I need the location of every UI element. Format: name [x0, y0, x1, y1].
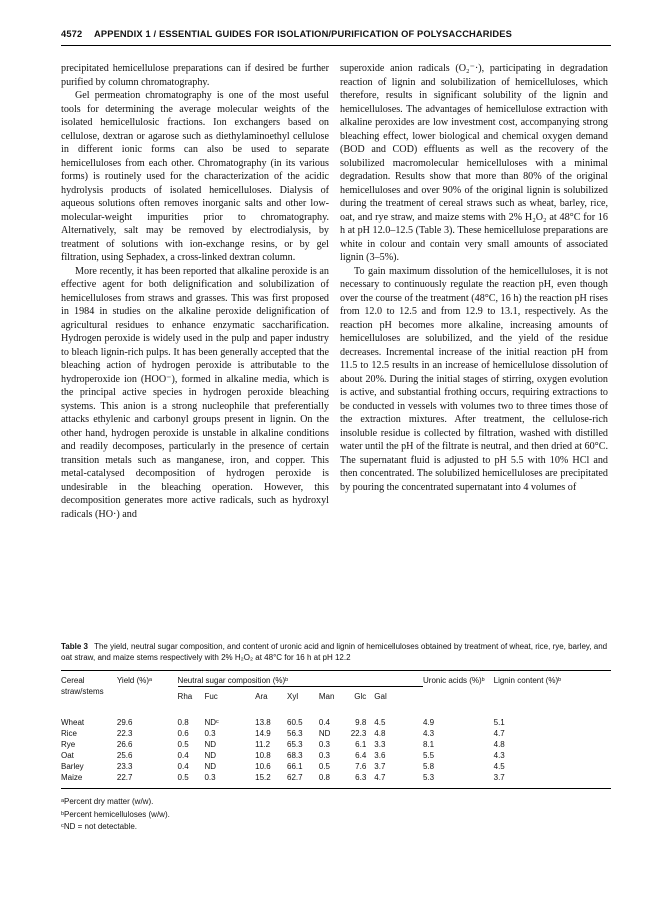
- cell-xyl: 65.3: [287, 740, 303, 749]
- running-header: [61, 27, 611, 46]
- col-header-uronic: Uronic acids (%)ᵇ: [423, 671, 494, 712]
- cell-ara: 13.8: [255, 718, 271, 727]
- table-caption: [61, 641, 611, 663]
- cell-glc: 6.4: [355, 751, 367, 760]
- cell-lignin: 5.1: [493, 718, 505, 727]
- table-row: [61, 711, 611, 728]
- cell-yield: 22.3: [116, 729, 133, 738]
- cell-source: Wheat: [61, 718, 85, 727]
- cell-ara: 10.6: [255, 762, 271, 771]
- paragraph: More recently, it has been reported that alkaline peroxide is an effective agent for both delignification and solubilization of hemicelluloses from straws and grasses. This was first proposed in 1984 in studies on the alkaline peroxide delignification of agricultural residues to enhance enzymatic saccharification. Hydrogen peroxide is widely used in the pulp and paper industry to bleach lignin-rich pulps. It has been generally accepted that the bleaching action of hydrogen peroxide is attributable to the hydroperoxide ion (HOO⁻), formed in alkaline media, which is the principal active species in hydrogen peroxide bleaching systems. This anion is a strong nucleophile that preferentially attacks ethylenic and carbonyl groups present in lignin. On the other hand, hydrogen peroxide is unstable in alkaline conditions and readily decomposes, particularly in the presence of certain transition metals such as manganese, iron, and copper. This metal-catalysed decomposition of hydrogen peroxide is undesirable in the bleaching operation. However, this decomposition generates more active radicals, such as hydroxyl radicals (HO·) and: [61, 265, 329, 520]
- cell-man: 0.3: [318, 751, 330, 760]
- cell-rha: 0.6: [177, 729, 189, 738]
- data-table: [61, 670, 611, 789]
- cell-fuc: 0.3: [204, 772, 255, 789]
- cell-lignin: 4.5: [493, 762, 505, 771]
- col-header-xyl: Xyl: [287, 692, 299, 701]
- col-header-rha: Rha: [177, 692, 193, 701]
- paragraph: precipitated hemicellulose preparations can if desired be further purified by column chromatography.: [61, 63, 329, 88]
- cell-lignin: 4.8: [493, 740, 505, 749]
- table-row: [61, 750, 611, 761]
- paragraph: Gel permeation chromatography is one of the most useful tools for determining the average molecular weights of the isolated hemicellulosic fractions. Ion exchangers based on cellulose, dextran or agarose such as diethylaminoethyl cellulose in different ionic forms can also be used to separate hemicelluloses from each other. Chromatography (in its various forms) is routinely used for the characterization of the acidic hydrolysis products of isolated hemicelluloses. Dialysis of aqueous solutions often removes inorganic salts and other low-molecular-weight impurities prior to chromatography. Alternatively, salt may be removed by electrodialysis, by treatment of solutions with ion-exchange resins, or by gel filtration, using Sephadex, a cross-linked dextran column.: [61, 90, 329, 263]
- paragraph: superoxide anion radicals (O₂⁻·), participating in degradation reaction of lignin and solubilization of hemicelluloses, which therefore, results in significant solubility of the lignin and hemicelluloses. The advantages of hemicellulose extraction with alkaline peroxides are low investment cost, accompanying strong bleaching effect, lower biological and chemical oxygen demand (BOD and COD) effluents as well as the recovery of the solubilized macromolecular hemicelluloses with a minimal degradation. Results show that more than 80% of the original hemicelluloses and over 90% of the original lignin is solubilized during the treatment of cereal straws such as wheat, barley, rice, oat, and rye straw, and maize stems with 2% H₂O₂ at 48°C for 16 h at pH 12.0–12.5 (Table 3). These hemicellulose preparations are white in colour and contain very small amounts of associated lignin (3–5%).: [340, 63, 608, 263]
- table-3: [61, 641, 611, 834]
- cell-gal: 4.8: [374, 729, 386, 738]
- footnote: ᶜND = not detectable.: [61, 822, 137, 831]
- cell-ara: 10.8: [255, 751, 271, 760]
- cell-rha: 0.4: [177, 751, 189, 760]
- col-header-man: Man: [318, 692, 335, 701]
- cell-glc: 22.3: [350, 729, 367, 738]
- cell-gal: 4.7: [374, 772, 423, 789]
- cell-gal: 3.7: [374, 762, 386, 771]
- cell-source: Barley: [61, 762, 84, 771]
- cell-rha: 0.8: [177, 718, 189, 727]
- col-header-lignin: Lignin content (%)ᵇ: [494, 671, 611, 712]
- cell-source: Maize: [61, 772, 117, 789]
- cell-ara: 15.2: [255, 772, 287, 789]
- right-text-column: [340, 62, 608, 494]
- cell-man: ND: [318, 729, 331, 738]
- col-header-gal: Gal: [374, 692, 387, 701]
- col-header-sugars: Neutral sugar composition (%)ᵇ: [178, 671, 423, 687]
- col-header-ara: Ara: [255, 692, 268, 701]
- cell-yield: 25.6: [116, 751, 133, 760]
- cell-fuc: ND: [204, 751, 216, 760]
- running-title: APPENDIX 1 / ESSENTIAL GUIDES FOR ISOLATION/PURIFICATION OF POLYSACCHARIDES: [94, 29, 512, 39]
- cell-uronic: 4.9: [423, 718, 435, 727]
- cell-source: Rice: [61, 729, 78, 738]
- footnote: ᵃPercent dry matter (w/w).: [61, 797, 154, 806]
- cell-xyl: 66.1: [287, 762, 303, 771]
- cell-fuc: ND: [204, 740, 216, 749]
- cell-xyl: 60.5: [287, 718, 303, 727]
- table-row: [61, 761, 611, 772]
- cell-rha: 0.5: [177, 740, 189, 749]
- cell-glc: 7.6: [355, 762, 367, 771]
- cell-man: 0.8: [319, 772, 351, 789]
- col-header-fuc: Fuc: [204, 692, 218, 701]
- cell-ara: 11.2: [255, 740, 271, 749]
- table-row: [61, 772, 611, 789]
- cell-source: Oat: [61, 751, 74, 760]
- paragraph: To gain maximum dissolution of the hemicelluloses, it is not necessary to continuously regulate the reaction pH, even though over the course of the treatment (48°C, 16 h) the reaction pH rises from 12.0 to 12.5 and from 12.9 to 13.1, respectively. As the reaction pH becomes more alkaline, increasing amounts of hemicelluloses are solubilized, and the yield of the residue decreases. Incremental increase of the initial reaction pH from 11.5 to 12.5 results in an increase of hemicellulose dissolution of about 20%. During the initial stages of stirring, oxygen evolution is active, and substantial frothing occurs, requiring extractions to be conducted in vessels with volumes two to three times those of the extraction mixtures. After treatment, the cellulose-rich insoluble residue is collected by filtration, washed with distilled water until the pH of the filtrate is neutral, and then dried at 60°C. The supernatant fluid is adjusted to pH 5.5 with 10% HCl and then concentrated. The solubilized hemicelluloses are precipitated by pouring the concentrated supernatant into 4 volumes of: [340, 265, 608, 493]
- cell-xyl: 56.3: [287, 729, 303, 738]
- table-body: [61, 711, 611, 789]
- col-header-glc: Glc: [354, 692, 367, 701]
- cell-yield: 29.6: [116, 718, 133, 727]
- table-footnotes: [61, 796, 611, 834]
- cell-fuc: ND: [204, 762, 216, 771]
- cell-gal: 3.6: [374, 751, 386, 760]
- left-text-column: [61, 62, 329, 521]
- footnote: ᵇPercent hemicelluloses (w/w).: [61, 809, 170, 819]
- cell-fuc: 0.3: [204, 729, 216, 738]
- cell-uronic: 5.3: [423, 772, 494, 789]
- cell-uronic: 5.5: [423, 751, 435, 760]
- cell-yield: 23.3: [116, 762, 133, 771]
- table-caption-text: The yield, neutral sugar composition, and content of uronic acid and lignin of hemicelluloses obtained by treatment of wheat, rice, rye, barley, and oat straw, and maize stems respectively with 2% H₂O₂ at 48°C for 16 h at pH 12.2: [61, 642, 608, 662]
- cell-glc: 6.3: [351, 772, 375, 789]
- cell-source: Rye: [61, 740, 76, 749]
- cell-yield: 22.7: [117, 772, 178, 789]
- cell-lignin: 4.3: [493, 751, 505, 760]
- cell-xyl: 62.7: [287, 772, 319, 789]
- table-label: Table 3: [61, 642, 88, 651]
- cell-xyl: 68.3: [287, 751, 303, 760]
- cell-rha: 0.5: [178, 772, 205, 789]
- cell-yield: 26.6: [116, 740, 133, 749]
- cell-man: 0.3: [318, 740, 330, 749]
- col-header-source: Cereal straw/stems: [61, 671, 117, 712]
- cell-uronic: 5.8: [423, 762, 435, 771]
- cell-glc: 9.8: [355, 718, 367, 727]
- cell-glc: 6.1: [355, 740, 367, 749]
- cell-lignin: 4.7: [493, 729, 505, 738]
- cell-fuc: NDᶜ: [204, 718, 219, 727]
- cell-gal: 3.3: [374, 740, 386, 749]
- cell-lignin: 3.7: [494, 772, 611, 789]
- page-number: 4572: [61, 29, 83, 39]
- table-row: [61, 728, 611, 739]
- cell-uronic: 8.1: [423, 740, 435, 749]
- cell-uronic: 4.3: [423, 729, 435, 738]
- cell-man: 0.4: [318, 718, 330, 727]
- cell-man: 0.5: [318, 762, 330, 771]
- table-row: [61, 739, 611, 750]
- cell-gal: 4.5: [374, 718, 386, 727]
- cell-rha: 0.4: [177, 762, 189, 771]
- col-header-yield: Yield (%)ᵃ: [117, 671, 178, 712]
- cell-ara: 14.9: [255, 729, 271, 738]
